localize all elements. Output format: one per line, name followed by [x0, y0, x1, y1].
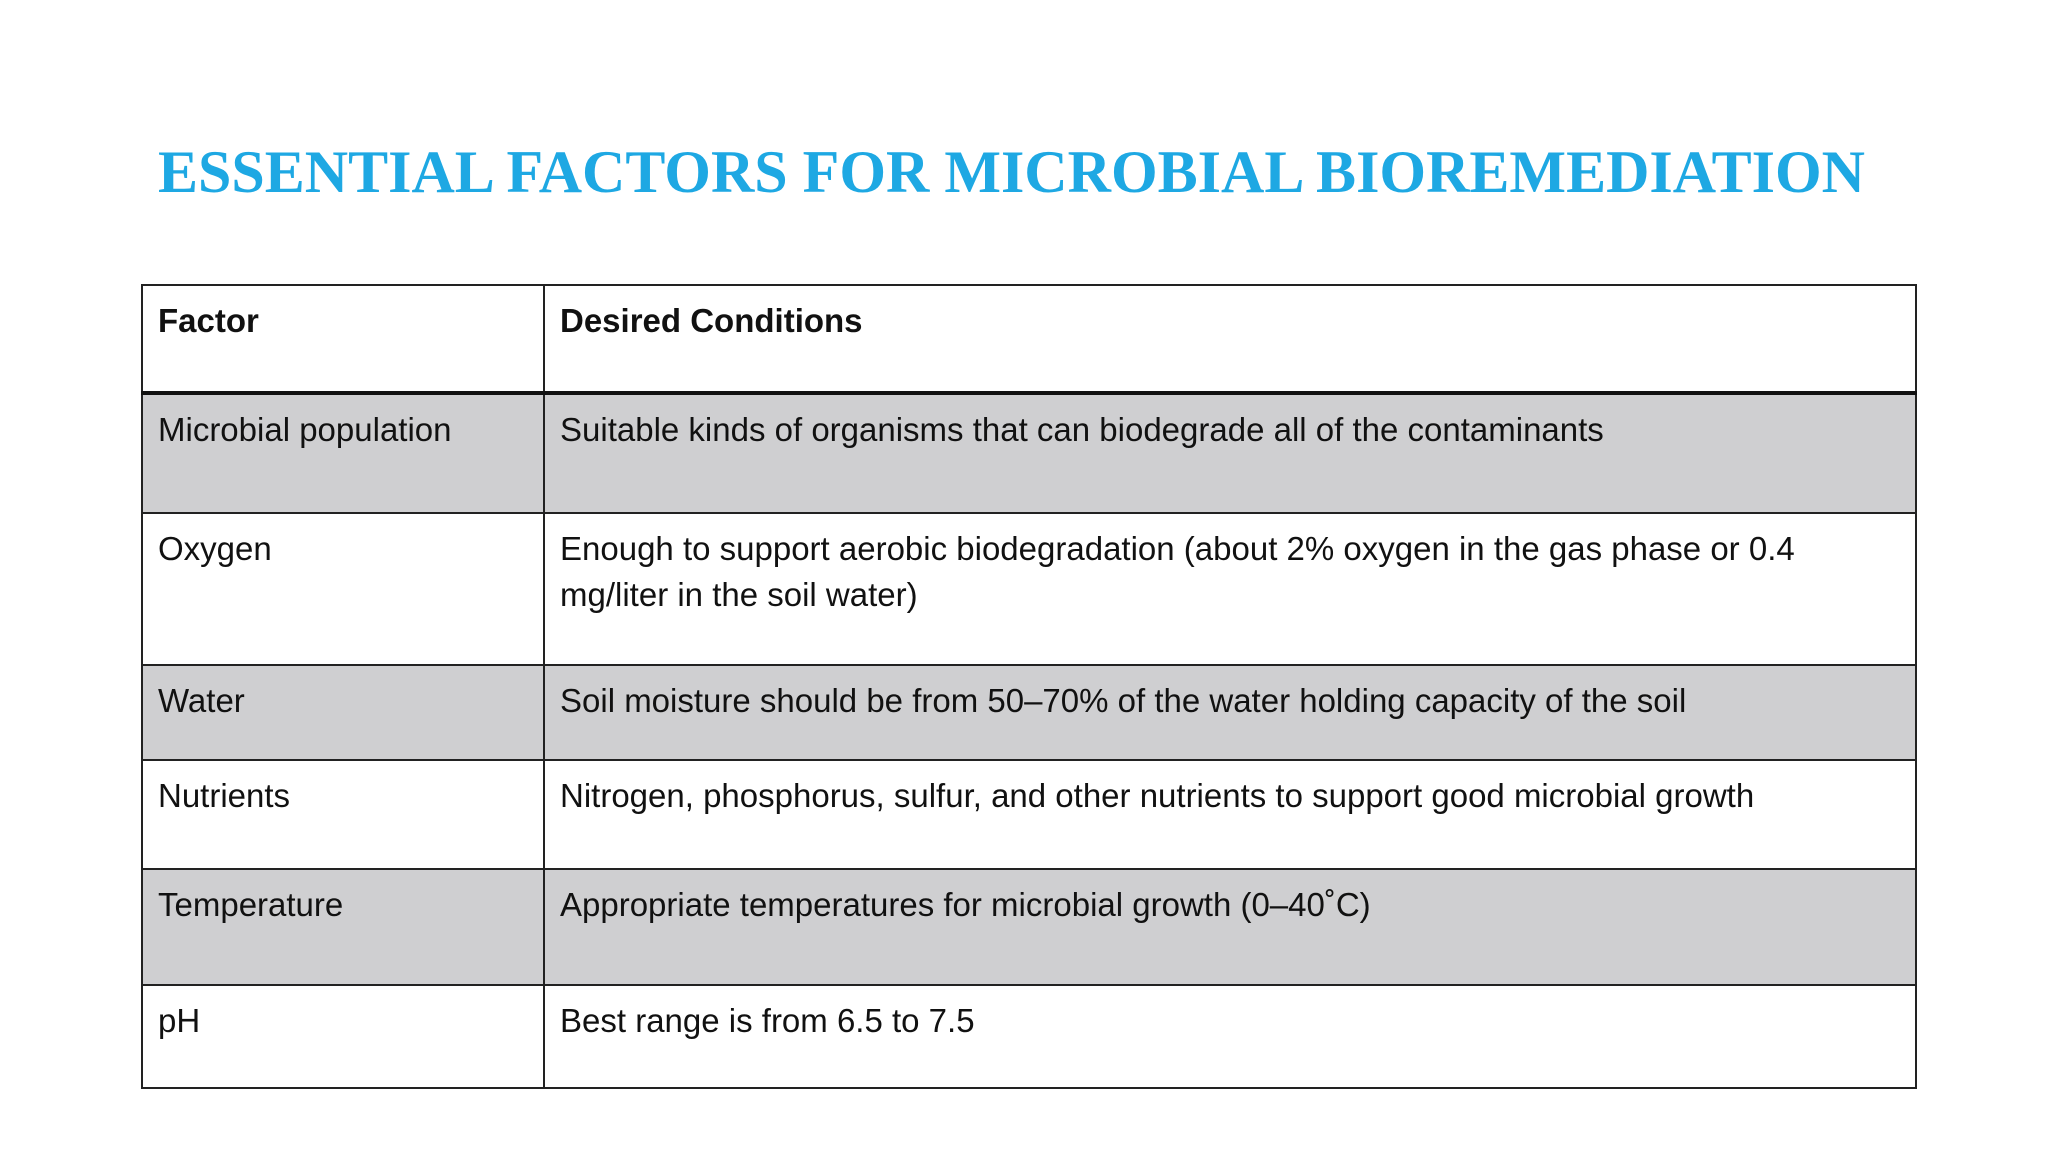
table-row [142, 513, 1916, 665]
table-row [142, 760, 1916, 869]
condition-cell: Appropriate temperatures for microbial growth (0–40˚C) [544, 869, 1916, 985]
table-row [142, 985, 1916, 1088]
table-header-row [142, 285, 1916, 393]
factor-cell: Temperature [142, 869, 544, 985]
factor-cell: Nutrients [142, 760, 544, 869]
table-row [142, 869, 1916, 985]
table-row [142, 393, 1916, 513]
condition-cell: Nitrogen, phosphorus, sulfur, and other nutrients to support good microbial growth [544, 760, 1916, 869]
factor-cell: pH [142, 985, 544, 1088]
condition-cell: Suitable kinds of organisms that can biodegrade all of the contaminants [544, 393, 1916, 513]
header-desired-conditions: Desired Conditions [544, 285, 1916, 393]
header-factor: Factor [142, 285, 544, 393]
factors-table [141, 284, 1917, 1089]
condition-cell: Best range is from 6.5 to 7.5 [544, 985, 1916, 1088]
condition-cell: Soil moisture should be from 50–70% of the water holding capacity of the soil [544, 665, 1916, 760]
condition-cell: Enough to support aerobic biodegradation (about 2% oxygen in the gas phase or 0.4 mg/liter in the soil water) [544, 513, 1916, 665]
factor-cell: Oxygen [142, 513, 544, 665]
slide-title: ESSENTIAL FACTORS FOR MICROBIAL BIOREMEDIATION [158, 139, 1866, 205]
factor-cell: Water [142, 665, 544, 760]
table-row [142, 665, 1916, 760]
factor-cell: Microbial population [142, 393, 544, 513]
